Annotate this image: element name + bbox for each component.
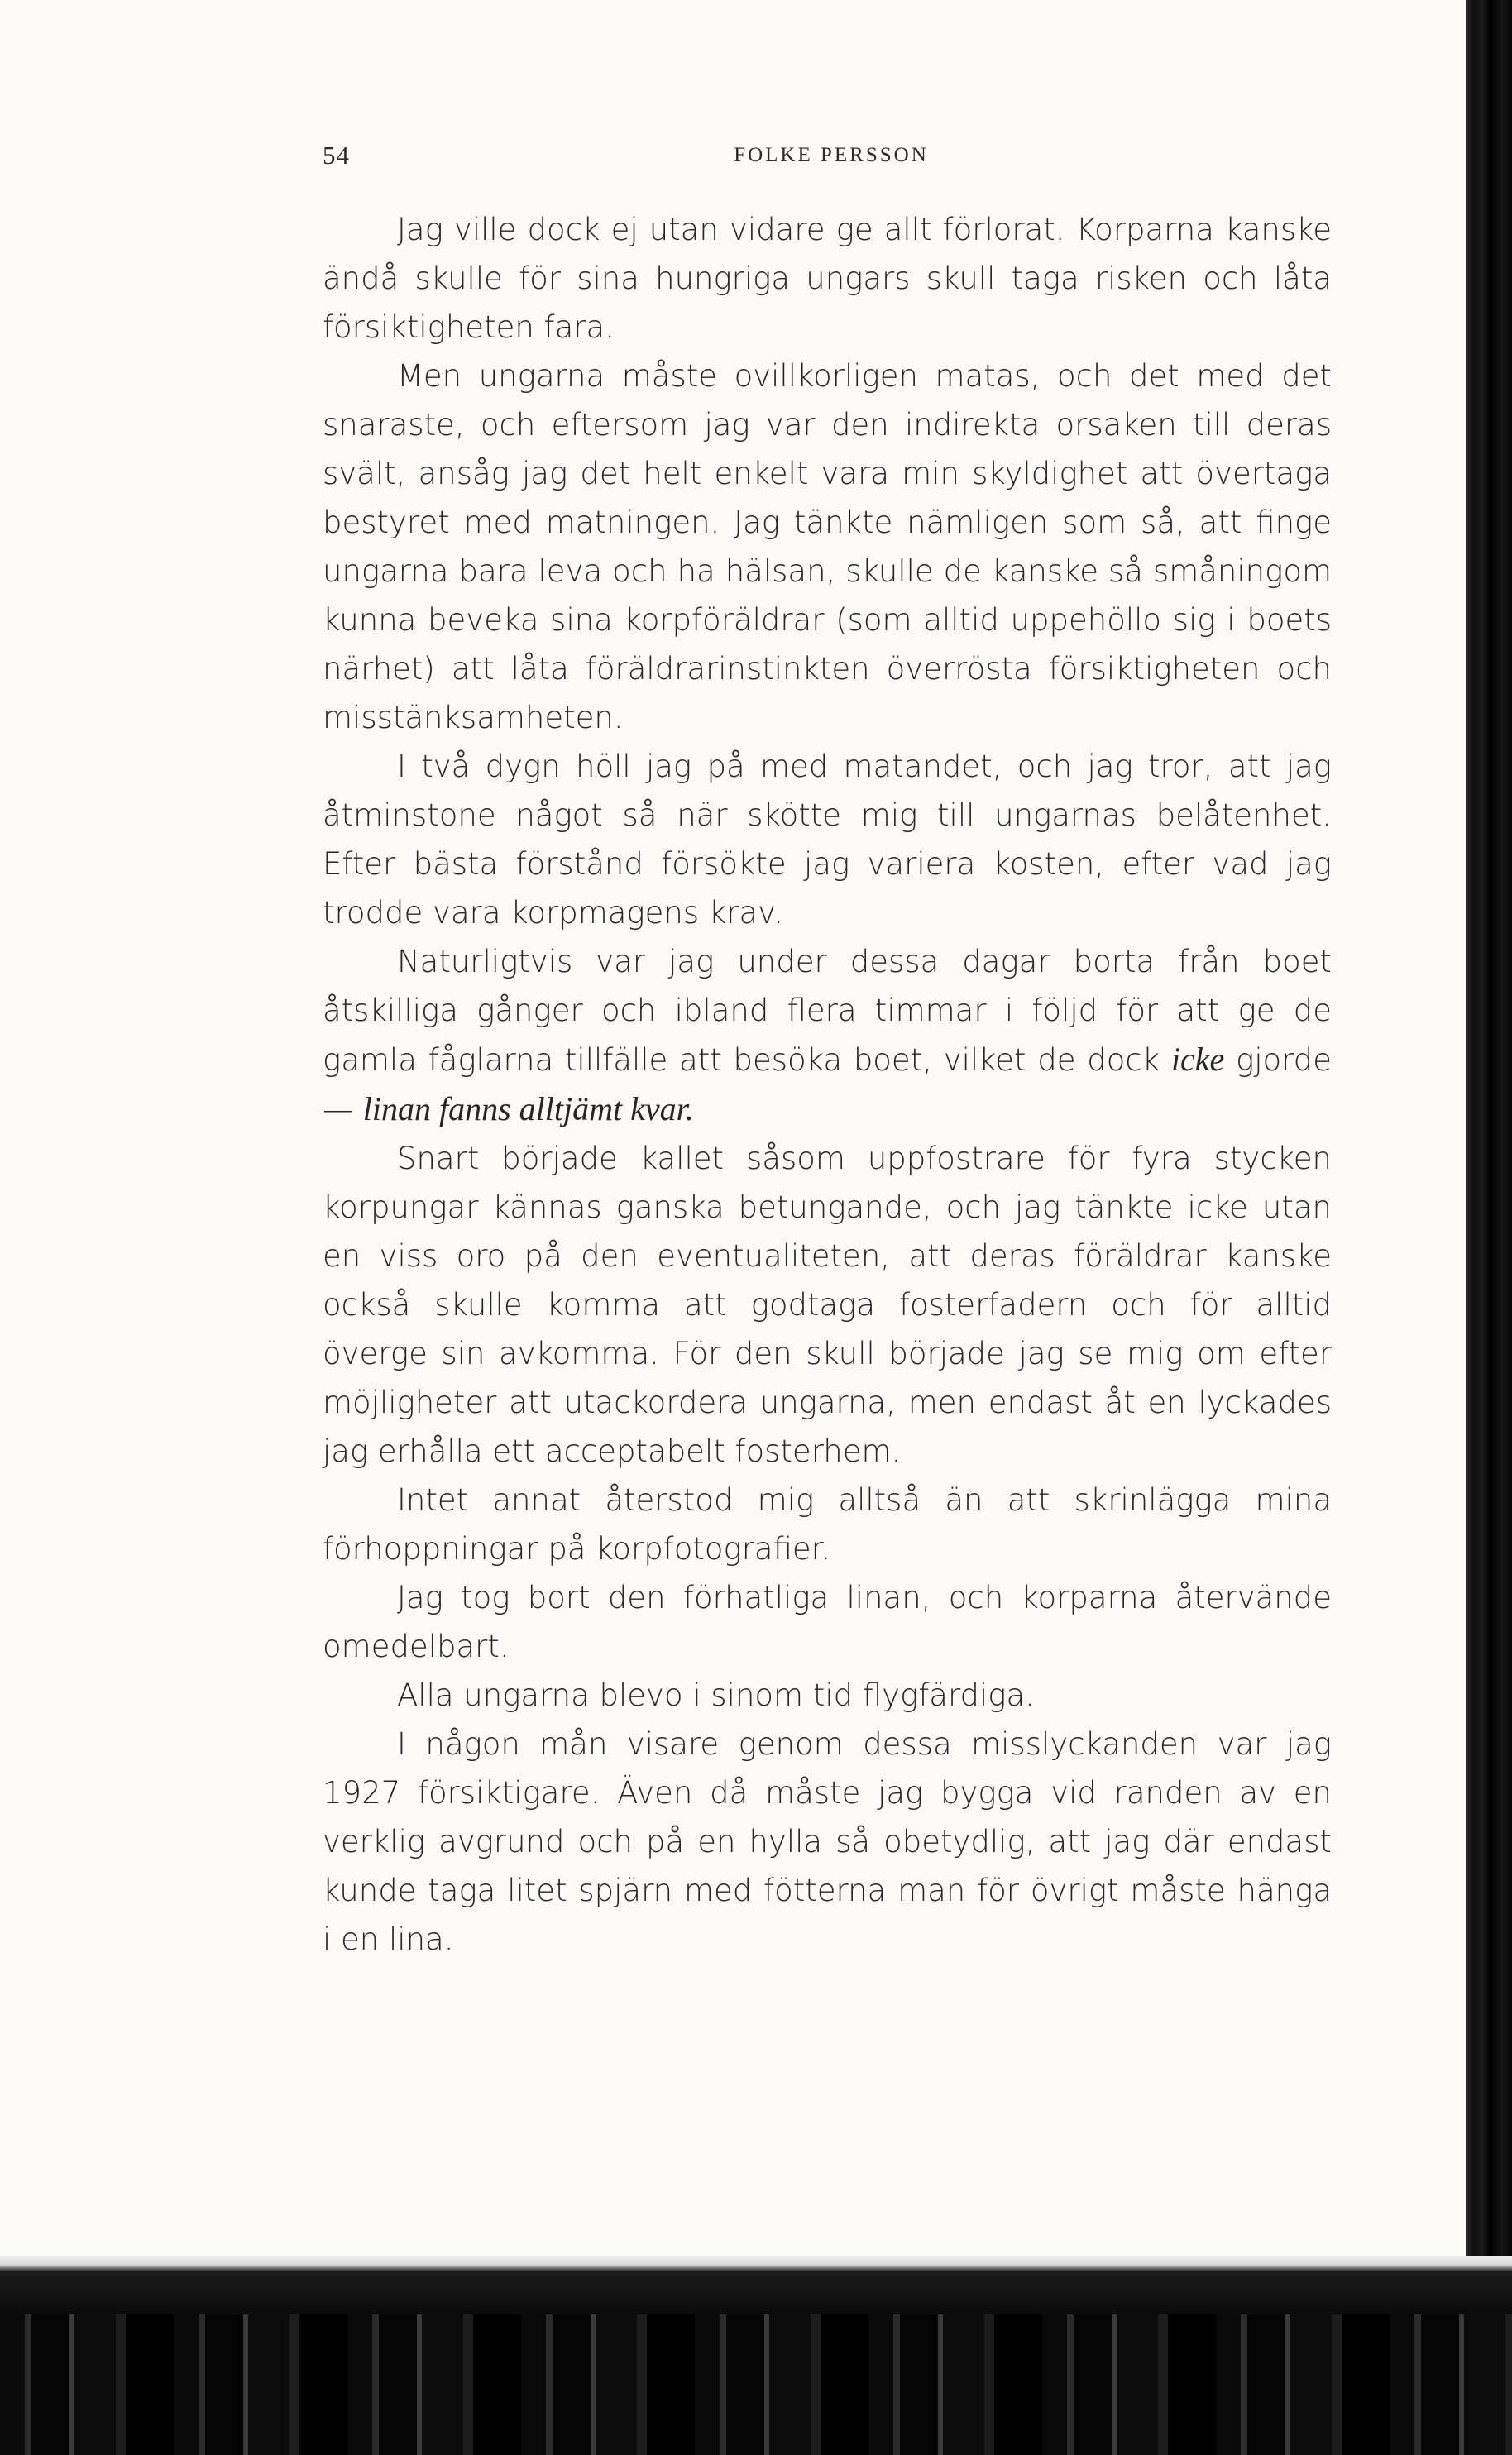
- paragraph-6: Intet annat återstod mig alltså än att skrinlägga mina förhoppningar på korpfotografier.: [323, 1482, 1332, 1567]
- page-number: 54: [323, 141, 350, 170]
- paragraph-7: Jag tog bort den förhatliga linan, och korparna återvände omedelbart.: [323, 1580, 1332, 1664]
- paragraph-4: [323, 937, 1332, 1134]
- body-text: [323, 205, 1332, 1964]
- paragraph-4-text-b: gjorde —: [323, 1042, 1332, 1127]
- emphasis-linan: linan fanns alltjämt kvar.: [362, 1090, 694, 1127]
- running-head: [323, 141, 1340, 177]
- emphasis-icke: icke: [1170, 1041, 1225, 1078]
- paragraph-5: Snart började kallet såsom uppfostrare för fyra stycken korpungar kännas ganska betungande, och jag tänkte icke utan en viss oro på den eventualiteten, att deras föräldrar kanske också skulle komma att godtaga fosterfadern och för alltid överge sin avkomma. För den skull började jag se mig om efter möjligheter att utackordera ungarna, men endast åt en lyckades jag erhålla ett acceptabelt fosterhem.: [323, 1141, 1332, 1469]
- paragraph-2: Men ungarna måste ovillkorligen matas, och det med det snaraste, och eftersom jag var den indirekta orsaken till deras svält, ansåg jag det helt enkelt vara min skyldighet att övertaga bestyret med matningen. Jag tänkte nämligen som så, att finge ungarna bara leva och ha hälsan, skulle de kanske så småningom kunna beveka sina korpföräldrar (som alltid uppehöllo sig i boets närhet) att låta föräldrarinstinkten överrösta försiktigheten och misstänksamheten.: [323, 358, 1332, 735]
- running-title: FOLKE PERSSON: [734, 144, 929, 166]
- paragraph-4-text: Naturligtvis var jag under dessa dagar borta från boet åtskilliga gånger och ibland flera timmar i följd för att ge de gamla fåglarna tillfälle att besöka boet, vilket de dock: [323, 944, 1332, 1078]
- paragraph-3: I två dygn höll jag på med matandet, och jag tror, att jag åtminstone något så när skötte mig till ungarnas belåtenhet. Efter bästa förstånd försökte jag variera kosten, efter vad jag trodde vara korpmagens krav.: [323, 749, 1332, 931]
- paragraph-1: Jag ville dock ej utan vidare ge allt förlorat. Korparna kanske ändå skulle för sina hungriga ungars skull taga risken och låta försiktigheten fara.: [323, 212, 1332, 345]
- paragraph-8: Alla ungarna blevo i sinom tid flygfärdiga.: [397, 1677, 1035, 1713]
- paragraph-9: I någon mån visare genom dessa misslyckanden var jag 1927 försiktigare. Även då måste jag bygga vid randen av en verklig avgrund och på en hylla så obetydlig, att jag där endast kunde taga litet spjärn med fötterna man för övrigt måste hänga i en lina.: [323, 1726, 1332, 1957]
- scan-border-bottom: [0, 2256, 1512, 2455]
- scan-border-right: [1466, 0, 1512, 2455]
